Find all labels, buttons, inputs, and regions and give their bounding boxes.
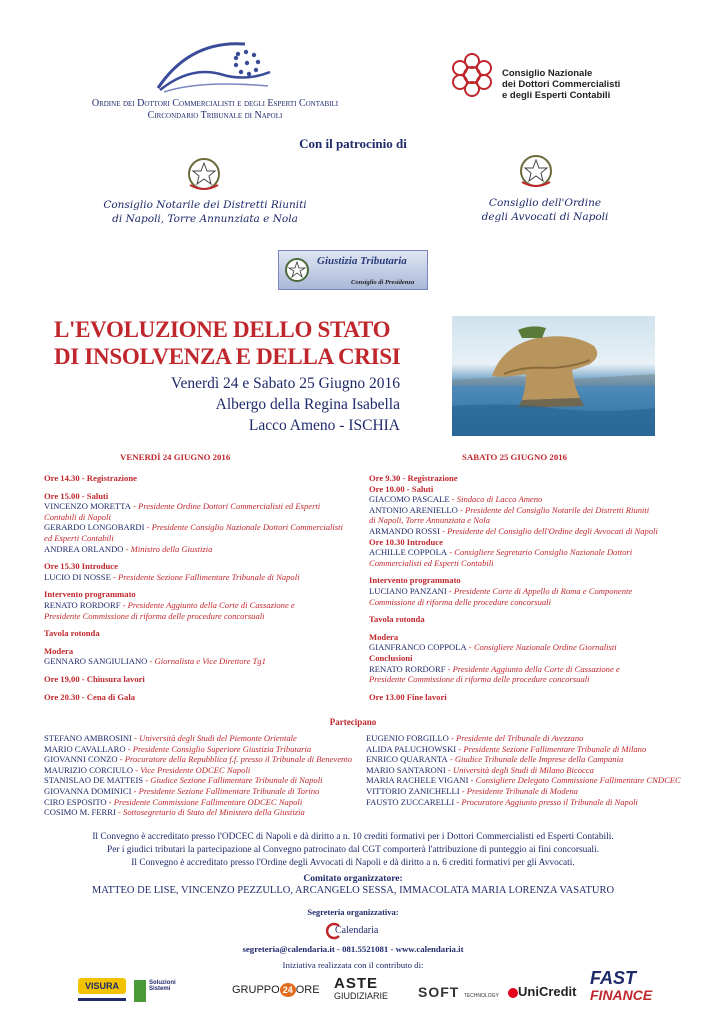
visura-badge: VISURA xyxy=(78,978,126,994)
speaker-name: GERARDO LONGOBARDI xyxy=(44,522,145,533)
speaker-name: GIANFRANCO COPPOLA xyxy=(369,642,467,653)
event-venue: Albergo della Regina Isabella xyxy=(215,396,400,413)
day2-heading: SABATO 25 GIUGNO 2016 xyxy=(462,452,568,462)
repubblica-emblem-icon xyxy=(186,155,222,193)
speaker-line xyxy=(369,547,669,558)
program-time: Ore 14.30 - Registrazione xyxy=(44,473,137,483)
participant xyxy=(44,765,364,776)
iniziativa-label: Iniziativa realizzata con il contributo di: xyxy=(282,960,424,970)
participant xyxy=(366,744,686,755)
program-time: Tavola rotonda xyxy=(369,614,425,625)
speaker-line xyxy=(369,586,669,597)
speaker-role: - Presidente Aggiunto della Corte di Cassazione e xyxy=(445,663,620,674)
participant-role: - Giudice Sezione Fallimentare Tribunale di Napoli xyxy=(143,775,323,786)
participant-name: STEFANO AMBROSINI xyxy=(44,733,132,743)
participant-name: MARIO SANTARONI xyxy=(366,764,446,775)
segreteria-heading: Segreteria organizzativa: xyxy=(307,907,399,917)
patrocinio-label: Con il patrocinio di xyxy=(299,136,407,151)
speaker-name: ARMANDO ROSSI xyxy=(369,525,440,536)
program-time: Ore 10.30 Introduce xyxy=(369,536,443,547)
participant-role: - Presidente Sezione Fallimentare Tribunale di Torino xyxy=(131,785,320,796)
speaker-line xyxy=(44,501,344,512)
participant-name: FAUSTO ZUCCARELLI xyxy=(366,796,455,807)
calendaria-brand: Calendaria xyxy=(335,925,379,936)
spacer xyxy=(44,554,344,561)
participant-name: MARIA RACHELE VIGANI xyxy=(366,775,469,786)
speaker-role: - Presidente del Consiglio Notarile dei Distretti Riuniti xyxy=(457,504,650,515)
event-place: Lacco Ameno - ISCHIA xyxy=(248,417,400,434)
participant xyxy=(366,786,686,797)
speaker-role: - Presidente del Consiglio dell'Ordine degli Avvocati di Napoli xyxy=(439,525,658,536)
participant xyxy=(366,775,686,786)
day2-program xyxy=(369,473,669,702)
cndcec-star-icon xyxy=(445,48,499,102)
participant-name: ENRICO QUARANTA xyxy=(366,754,448,765)
program-time: Conclusioni xyxy=(369,652,413,663)
event-date: Venerdì 24 e Sabato 25 Giugno 2016 xyxy=(170,375,400,392)
spacer xyxy=(369,607,669,614)
speaker-role: Presidente Commissione di riforma delle procedure concorsuali xyxy=(44,610,265,621)
participant xyxy=(366,797,686,808)
participant-name: EUGENIO FORGILLO xyxy=(366,733,449,743)
repubblica-emblem-icon xyxy=(518,152,554,190)
program-time: Ore 15.30 Introduce xyxy=(44,561,118,572)
sponsor-fast-finance: FAST FINANCE xyxy=(590,968,653,1003)
repubblica-emblem-icon xyxy=(283,255,311,285)
participant xyxy=(44,744,364,755)
cndcec-name: Consiglio Nazionale dei Dottori Commercialisti e degli Esperti Contabili xyxy=(502,68,621,101)
speaker-line xyxy=(44,544,344,555)
spacer xyxy=(369,568,669,575)
participant-role: - Giudice Tribunale delle Imprese della Campania xyxy=(447,754,624,765)
participant-role: - Procuratore della Repubblica f.f. presso il Tribunale di Benevento xyxy=(117,754,352,765)
speaker-line xyxy=(369,505,669,516)
credits-text: Il Convegno è accreditato presso l'ODCEC di Napoli e dà diritto a n. 10 crediti formativi per i Dottori Commercialisti ed Esperti Contabili. Per i giudici tributari la partecipazione al Convegno patrocinato dal CGT comporterà l'attribuzione di punteggio ai fini concorsuali. Il Convegno è accreditato presso l'Ordine degli Avvocati di Napoli e dà diritto a n. 6 crediti formativi per gli Avvocati. xyxy=(92,832,614,868)
spacer xyxy=(44,639,344,646)
sponsor-soluzioni xyxy=(134,976,194,1010)
participant-role: - Università degli Studi del Piemonte Orientale xyxy=(131,733,297,743)
speaker-name: ANDREA ORLANDO xyxy=(44,543,124,554)
consiglio-avvocati: Consiglio dell'Ordine degli Avvocati di Napoli xyxy=(481,197,609,223)
participant-name: STANISLAO DE MATTEIS xyxy=(44,775,144,786)
spacer xyxy=(44,582,344,589)
spacer xyxy=(44,667,344,674)
speaker-name: RENATO RORDORF xyxy=(369,663,446,674)
participant-role: - Presidente del Tribunale di Avezzano xyxy=(448,733,584,743)
speaker-role: - Presidente Corte di Appello di Roma e Componente xyxy=(446,585,633,596)
speaker-name: GIACOMO PASCALE xyxy=(369,494,450,505)
odcec-emblem-icon xyxy=(150,22,280,100)
fungo-rock-image xyxy=(452,316,655,436)
day1-program xyxy=(44,473,344,702)
participant-role: - Università degli Studi di Milano Bicocca xyxy=(445,764,594,775)
odcec-name: Ordine dei Dottori Commercialisti e degli Esperti Contabili Circondario Tribunale di Napoli xyxy=(91,98,339,121)
spacer xyxy=(44,685,344,692)
participant-name: MARIO CAVALLARO xyxy=(44,743,126,754)
participant-role: - Procuratore Aggiunto presso il Tribunale di Napoli xyxy=(454,796,638,807)
ischia-photo xyxy=(452,316,655,436)
speaker-role: Commercialisti ed Esperti Contabili xyxy=(369,557,494,568)
participant xyxy=(44,797,364,808)
participant-name: CIRO ESPOSITO xyxy=(44,796,107,807)
speaker-line xyxy=(369,664,669,675)
program-time: Ore 13.00 Fine lavori xyxy=(369,691,447,702)
speaker-line xyxy=(44,656,344,667)
speaker-role: - Consigliere Nazionale Ordine Giornalisti xyxy=(466,642,617,653)
speaker-name: RENATO RORDORF xyxy=(44,599,121,610)
speaker-role: Commissione di riforma delle procedure concorsuali xyxy=(369,596,551,607)
giustizia-tributaria-title: Giustizia Tributaria xyxy=(317,255,407,267)
speaker-role: di Napoli, Torre Annunziata e Nola xyxy=(369,515,490,526)
event-details xyxy=(100,373,400,436)
segreteria-contact[interactable]: segreteria@calendaria.it - 081.5521081 - www.calendaria.it xyxy=(242,944,464,954)
visura-rule xyxy=(78,998,126,1001)
participant xyxy=(366,765,686,776)
speaker-role: ed Esperti Contabili xyxy=(44,532,114,543)
comitato-names: MATTEO DE LISE, VINCENZO PEZZULLO, ARCANGELO SESSA, IMMACOLATA MARIA LORENZA VASATURO xyxy=(91,885,615,896)
participant-role: - Consigliere Delegato Commissione Fallimentare CNDCEC xyxy=(468,775,681,786)
speaker-role: - Presidente Aggiunto della Corte di Cassazione e xyxy=(120,599,295,610)
speaker-role: - Presidente Ordine Dottori Commercialisti ed Esperti xyxy=(130,501,321,512)
participant xyxy=(44,754,364,765)
speaker-role: - Sindaco di Lacco Ameno xyxy=(449,494,543,505)
italian-emblem-left xyxy=(186,155,222,193)
speaker-role: - Presidente Consiglio Nazionale Dottori Commercialisti xyxy=(144,522,343,533)
participant xyxy=(44,733,364,744)
speaker-role: - Presidente Sezione Fallimentare Tribunale di Napoli xyxy=(110,571,300,582)
italian-emblem-right xyxy=(518,152,554,190)
participant-name: GIOVANNI CONZO xyxy=(44,754,118,765)
speaker-role: - Giornalista e Vice Direttore Tg1 xyxy=(147,656,266,667)
spacer xyxy=(369,625,669,632)
speaker-name: ACHILLE COPPOLA xyxy=(369,547,448,558)
program-time: Ore 9.30 - Registrazione xyxy=(369,473,458,483)
participant xyxy=(366,733,686,744)
sponsor-unicredit: UniCredit xyxy=(508,984,577,999)
participant-role: - Presidente Sezione Fallimentare Tribunale di Milano xyxy=(456,743,647,754)
spacer xyxy=(44,484,344,491)
speaker-name: VINCENZO MORETTA xyxy=(44,501,131,512)
speaker-role: Contabili di Napoli xyxy=(44,511,111,522)
participant-role: - Presidente Tribunale di Modena xyxy=(459,785,578,796)
odcec-logo xyxy=(150,22,280,100)
speaker-role: Presidente Commissione di riforma delle procedure concorsuali xyxy=(369,674,590,685)
event-title: L'EVOLUZIONE DELLO STATO DI INSOLVENZA E DELLA CRISI xyxy=(54,317,401,369)
day1-heading: VENERDÌ 24 GIUGNO 2016 xyxy=(120,452,231,462)
speaker-name: ANTONIO ARENIELLO xyxy=(369,504,458,515)
program-time: Ore 15.00 - Saluti xyxy=(44,490,109,501)
speaker-line xyxy=(44,600,344,611)
participant-name: ALIDA PALUCHOWSKI xyxy=(366,743,457,754)
program-time: Ore 20.30 - Cena di Gala xyxy=(44,691,136,702)
partecipano-left xyxy=(44,733,364,818)
participant xyxy=(366,754,686,765)
program-time: Ore 19,00 - Chiusura lavori xyxy=(44,673,145,684)
speaker-line xyxy=(44,522,344,533)
speaker-role: - Consigliere Segretario Consiglio Nazionale Dottori xyxy=(447,547,633,558)
cndcec-logo xyxy=(445,48,499,102)
speaker-name: LUCIANO PANZANI xyxy=(369,585,447,596)
participant xyxy=(44,807,364,818)
program-time: Modera xyxy=(44,645,74,656)
speaker-line xyxy=(369,494,669,505)
partecipano-heading: Partecipano xyxy=(329,717,377,727)
participant-role: - Sottosegretario di Stato del Ministero della Giustizia xyxy=(115,807,305,818)
program-time: Intervento programmato xyxy=(44,589,136,600)
participant-role: - Presidente Commissione Fallimentare ODCEC Napoli xyxy=(106,796,303,807)
partecipano-right xyxy=(366,733,686,807)
speaker-line xyxy=(369,642,669,653)
speaker-name: LUCIO DI NOSSE xyxy=(44,571,111,582)
sponsor-aste-giudiziarie: ASTE GIUDIZIARIE xyxy=(334,975,389,1001)
sponsor-soft-technology: SOFT TECHNOLOGY xyxy=(418,984,499,1000)
participant-name: GIOVANNA DOMINICI xyxy=(44,785,132,796)
participant xyxy=(44,786,364,797)
participant-role: - Presidente Consiglio Superiore Giustizia Tributaria xyxy=(125,743,312,754)
sponsor-gruppo24ore: GRUPPO 24 ORE xyxy=(232,984,320,996)
participant-name: COSIMO M. FERRI xyxy=(44,807,116,818)
gruppo-24-badge: 24 xyxy=(280,983,296,997)
soluzioni-mark xyxy=(134,980,146,1002)
consiglio-presidenza: Consiglio di Presidenza xyxy=(351,279,415,286)
unicredit-icon xyxy=(508,988,518,998)
program-time: Intervento programmato xyxy=(369,575,461,586)
comitato-heading: Comitato organizzatore: xyxy=(303,874,403,884)
giustizia-tributaria-logo xyxy=(278,250,428,290)
sponsor-visura xyxy=(78,978,126,1008)
speaker-line xyxy=(369,526,669,537)
calendaria-logo xyxy=(325,922,385,940)
spacer xyxy=(369,685,669,692)
program-time: Ore 10.00 - Saluti xyxy=(369,483,434,494)
speaker-line xyxy=(44,572,344,583)
participant-role: - Vice Presidente ODCEC Napoli xyxy=(133,764,251,775)
program-time: Tavola rotonda xyxy=(44,628,100,639)
participant xyxy=(44,775,364,786)
spacer xyxy=(44,621,344,628)
consiglio-notarile: Consiglio Notarile dei Distretti Riuniti di Napoli, Torre Annunziata e Nola xyxy=(103,199,307,225)
speaker-name: GENNARO SANGIULIANO xyxy=(44,656,148,667)
soluzioni-name: Soluzioni Sistemi xyxy=(149,980,176,992)
participant-name: VITTORIO ZANICHELLI xyxy=(366,785,460,796)
program-time: Modera xyxy=(369,631,399,642)
participant-name: MAURIZIO CORCIULO xyxy=(44,764,134,775)
speaker-role: - Ministro della Giustizia xyxy=(123,543,213,554)
